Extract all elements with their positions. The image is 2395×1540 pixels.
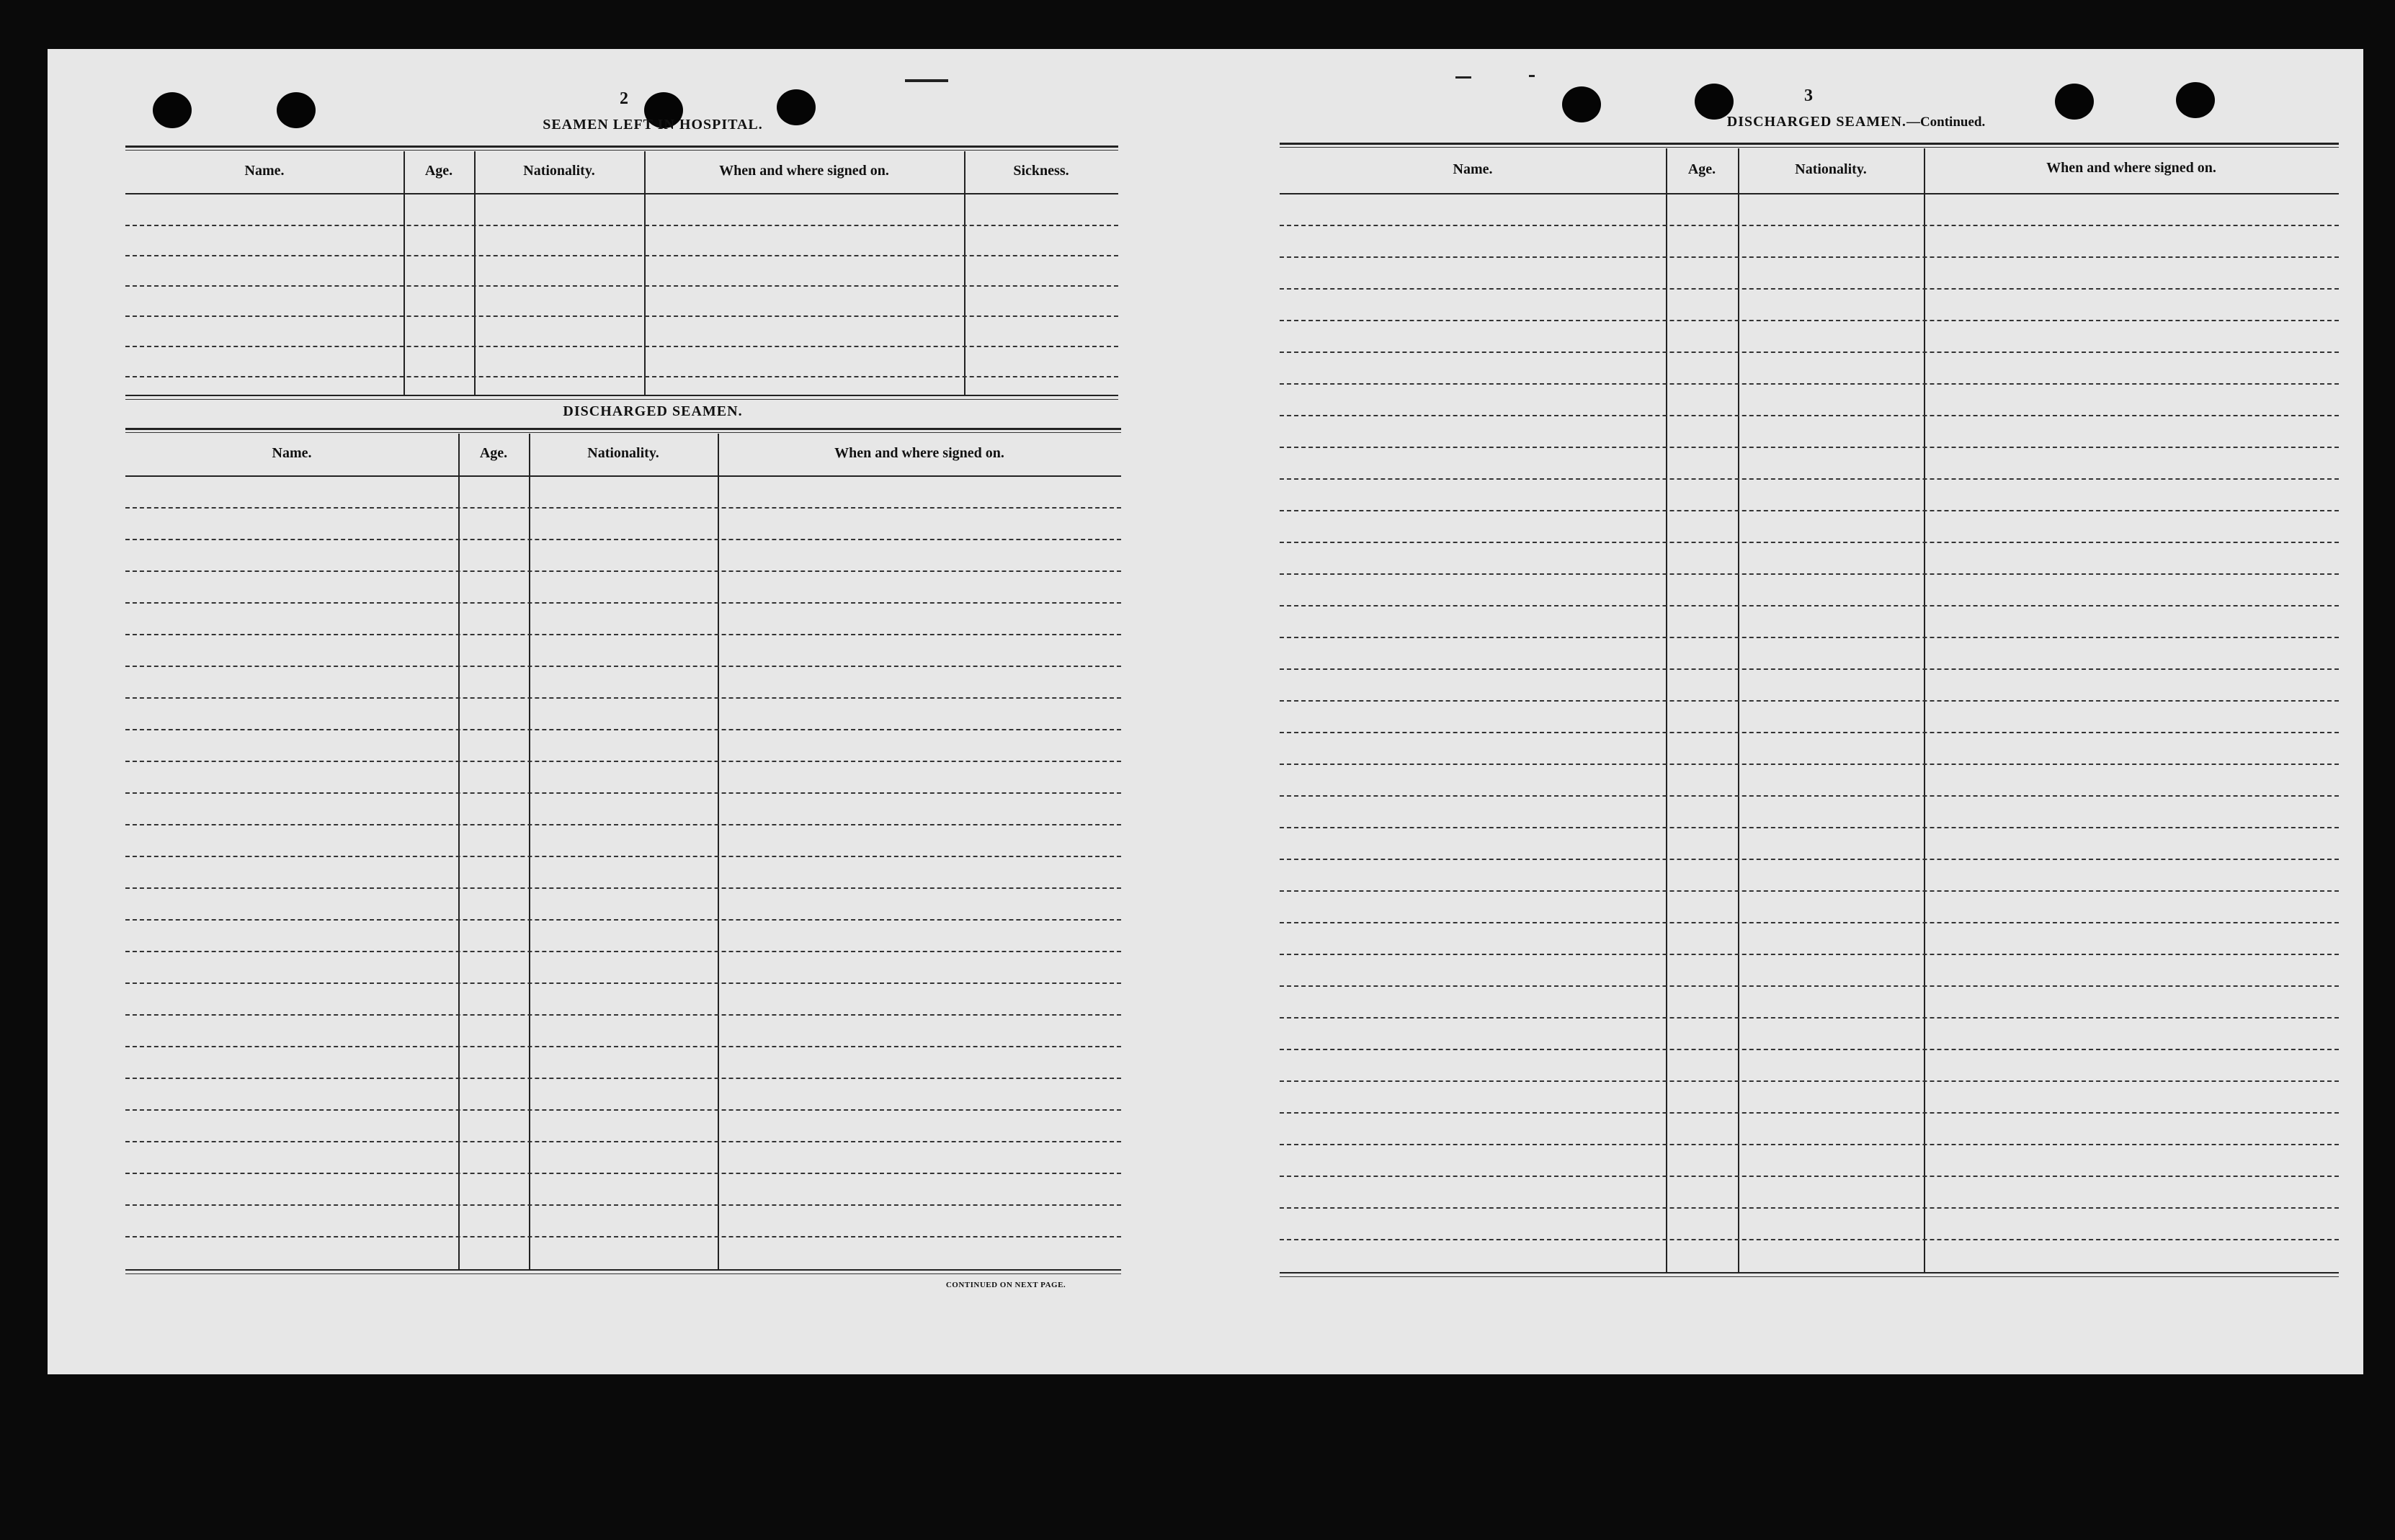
column-header: Nationality. bbox=[1795, 161, 1867, 177]
table-row bbox=[125, 887, 1121, 889]
punch-hole bbox=[277, 92, 316, 128]
table-row bbox=[1280, 1049, 2339, 1050]
punch-hole bbox=[2176, 82, 2215, 118]
hospital-section-title: SEAMEN LEFT IN HOSPITAL. bbox=[543, 117, 763, 133]
table-row bbox=[1280, 573, 2339, 575]
title-continued-text: —Continued. bbox=[1906, 115, 1986, 130]
table-rule bbox=[1280, 1276, 2339, 1277]
table-rule bbox=[1280, 143, 2339, 145]
table-rule bbox=[125, 193, 1118, 194]
column-divider bbox=[718, 434, 719, 1269]
column-divider bbox=[458, 434, 460, 1269]
table-row bbox=[125, 570, 1121, 572]
table-row bbox=[1280, 447, 2339, 448]
column-header: Name. bbox=[272, 445, 312, 461]
table-row bbox=[125, 376, 1118, 377]
column-header: When and where signed on. bbox=[834, 445, 1004, 461]
column-header: When and where signed on. bbox=[719, 163, 889, 179]
table-row bbox=[125, 824, 1121, 825]
table-rule bbox=[125, 150, 1118, 151]
table-row bbox=[125, 285, 1118, 287]
discharged-continued-title bbox=[1582, 114, 2130, 130]
column-header: Age. bbox=[479, 445, 508, 461]
table-row bbox=[125, 634, 1121, 635]
table-row bbox=[1280, 1207, 2339, 1209]
table-rule bbox=[125, 428, 1121, 430]
column-divider bbox=[403, 151, 405, 395]
table-row bbox=[1280, 700, 2339, 702]
table-row bbox=[125, 1014, 1121, 1016]
table-rule bbox=[1280, 147, 2339, 148]
column-divider bbox=[529, 434, 530, 1269]
table-row bbox=[1280, 1239, 2339, 1240]
table-row bbox=[125, 1109, 1121, 1111]
column-divider bbox=[474, 151, 476, 395]
table-row bbox=[125, 761, 1121, 762]
table-row bbox=[1280, 890, 2339, 892]
table-row bbox=[1280, 1176, 2339, 1177]
table-row bbox=[125, 1204, 1121, 1206]
document-sheet bbox=[48, 49, 2363, 1374]
column-header: Name. bbox=[1453, 161, 1493, 177]
table-row bbox=[125, 982, 1121, 984]
table-row bbox=[1280, 1017, 2339, 1019]
table-row bbox=[1280, 256, 2339, 258]
table-row bbox=[1280, 827, 2339, 828]
table-row bbox=[125, 255, 1118, 256]
table-row bbox=[125, 1078, 1121, 1079]
ink-speck bbox=[1455, 76, 1471, 79]
table-row bbox=[1280, 542, 2339, 543]
table-row bbox=[1280, 1144, 2339, 1145]
table-row bbox=[1280, 352, 2339, 353]
table-row bbox=[125, 539, 1121, 540]
table-row bbox=[1280, 954, 2339, 955]
table-row bbox=[125, 315, 1118, 317]
table-row bbox=[1280, 985, 2339, 987]
table-rule bbox=[125, 399, 1118, 400]
table-row bbox=[1280, 859, 2339, 860]
column-header: Nationality. bbox=[523, 163, 595, 179]
ink-speck bbox=[1529, 75, 1535, 77]
discharged-section-title: DISCHARGED SEAMEN. bbox=[563, 403, 743, 419]
ink-speck bbox=[905, 79, 948, 82]
table-row bbox=[125, 1141, 1121, 1142]
table-row bbox=[1280, 478, 2339, 480]
page-number-right: 3 bbox=[1804, 86, 1813, 105]
table-row bbox=[1280, 922, 2339, 923]
title-text: DISCHARGED SEAMEN. bbox=[1726, 114, 1906, 130]
table-row bbox=[125, 792, 1121, 794]
table-row bbox=[125, 225, 1118, 226]
table-row bbox=[1280, 605, 2339, 606]
table-row bbox=[1280, 383, 2339, 385]
table-rule bbox=[125, 432, 1121, 433]
table-rule bbox=[1280, 193, 2339, 194]
table-rule bbox=[125, 146, 1118, 148]
table-rule bbox=[125, 1273, 1121, 1274]
table-row bbox=[125, 856, 1121, 857]
table-row bbox=[125, 602, 1121, 604]
column-header: Age. bbox=[424, 163, 453, 179]
column-divider bbox=[1924, 148, 1925, 1272]
table-row bbox=[125, 1173, 1121, 1174]
table-rule bbox=[125, 475, 1121, 477]
discharged-table-right bbox=[1280, 143, 2339, 1331]
column-divider bbox=[1666, 148, 1667, 1272]
table-rule bbox=[1280, 1272, 2339, 1273]
page-number-left: 2 bbox=[620, 89, 628, 108]
column-divider bbox=[644, 151, 646, 395]
table-row bbox=[125, 951, 1121, 952]
column-divider bbox=[1738, 148, 1739, 1272]
column-header: Sickness. bbox=[1013, 163, 1069, 179]
table-row bbox=[1280, 732, 2339, 733]
table-rule bbox=[125, 395, 1118, 396]
table-row bbox=[1280, 320, 2339, 321]
table-row bbox=[1280, 415, 2339, 416]
table-row bbox=[1280, 637, 2339, 638]
table-row bbox=[125, 1236, 1121, 1237]
table-row bbox=[1280, 510, 2339, 511]
table-row bbox=[125, 666, 1121, 667]
discharged-table-left bbox=[125, 428, 1121, 1328]
column-header: Nationality. bbox=[587, 445, 659, 461]
table-row bbox=[1280, 668, 2339, 670]
table-row bbox=[125, 1046, 1121, 1047]
table-row bbox=[125, 507, 1121, 509]
table-row bbox=[125, 729, 1121, 730]
table-row bbox=[125, 919, 1121, 921]
column-header: Age. bbox=[1687, 161, 1716, 177]
table-row bbox=[1280, 764, 2339, 765]
continued-note: CONTINUED ON NEXT PAGE. bbox=[945, 1281, 1066, 1289]
table-row bbox=[1280, 1080, 2339, 1082]
column-header: When and where signed on. bbox=[2046, 160, 2216, 176]
table-row bbox=[1280, 225, 2339, 226]
table-rule bbox=[125, 1269, 1121, 1271]
table-row bbox=[125, 697, 1121, 699]
punch-hole bbox=[153, 92, 192, 128]
table-row bbox=[125, 346, 1118, 347]
hospital-table bbox=[125, 146, 1118, 441]
column-divider bbox=[964, 151, 965, 395]
table-row bbox=[1280, 288, 2339, 290]
column-header: Name. bbox=[244, 163, 285, 179]
table-row bbox=[1280, 1112, 2339, 1114]
table-row bbox=[1280, 795, 2339, 797]
